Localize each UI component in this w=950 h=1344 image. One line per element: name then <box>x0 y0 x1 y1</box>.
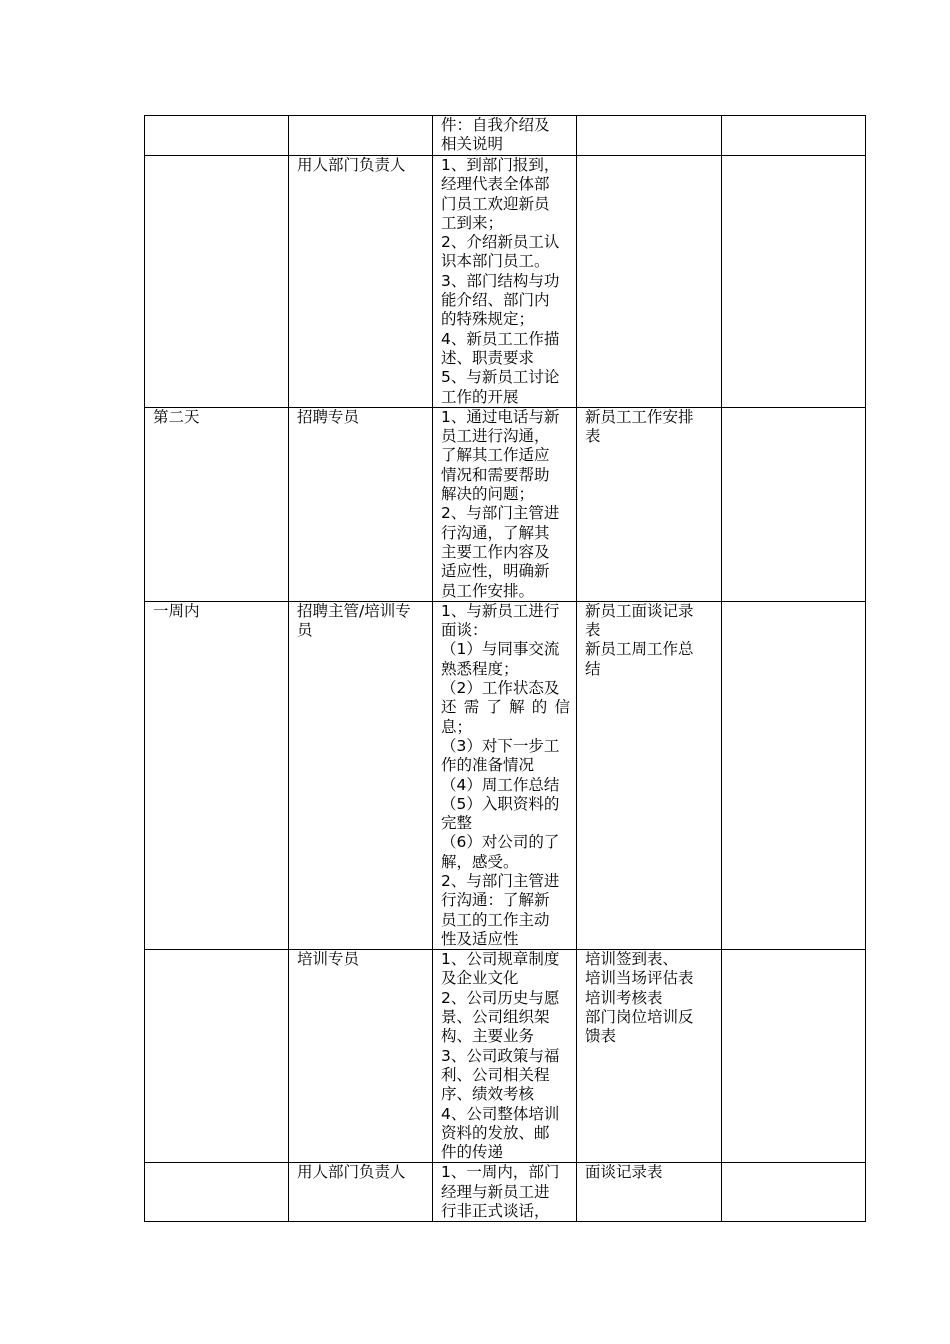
content-line: 经理与新员工进 <box>441 1182 550 1201</box>
content-line: 4、新员工工作描 <box>441 329 560 348</box>
forms-cell <box>577 407 722 601</box>
content-line: （4）周工作总结 <box>441 775 560 794</box>
content-line: 完整 <box>441 814 473 833</box>
note-cell <box>722 1163 866 1222</box>
form-name: 结 <box>585 659 601 678</box>
forms-cell <box>577 950 722 1163</box>
forms-cell <box>577 156 722 408</box>
form-name: 新员工面谈记录 <box>585 601 694 620</box>
content-line: 行沟通，了解其 <box>441 523 550 542</box>
content-line: 2、与部门主管进 <box>441 504 560 523</box>
period-cell: 第二天 <box>145 407 289 601</box>
content-line: 2、介绍新员工认 <box>441 233 560 252</box>
content-line: 了解其工作适应 <box>441 446 550 465</box>
form-name: 新员工工作安排 <box>585 407 694 426</box>
content-line: 经理代表全体部 <box>441 175 550 194</box>
period-cell <box>145 950 289 1163</box>
content-line: 1、公司规章制度 <box>441 950 560 969</box>
content-cell <box>433 601 577 949</box>
content-line: 解，感受。 <box>441 852 519 871</box>
forms-cell <box>577 601 722 949</box>
content-line: 及企业文化 <box>441 969 519 988</box>
form-name: 表 <box>585 621 601 640</box>
content-cell <box>433 156 577 408</box>
forms-cell <box>577 116 722 156</box>
content-line: 员工的工作主动 <box>441 910 550 929</box>
note-cell <box>722 156 866 408</box>
content-line: 情况和需要帮助 <box>441 465 550 484</box>
owner-cell: 招聘专员 <box>289 407 433 601</box>
period-cell <box>145 116 289 156</box>
table-row <box>145 1163 866 1222</box>
content-line: 件的传递 <box>441 1143 504 1162</box>
note-cell <box>722 116 866 156</box>
note-cell <box>722 950 866 1163</box>
content-cell <box>433 116 577 156</box>
note-cell <box>722 601 866 949</box>
content-line: （5）入职资料的 <box>441 794 560 813</box>
form-name: 培训签到表、 <box>585 950 679 969</box>
content-line: 工作的开展 <box>441 387 519 406</box>
form-name: 培训当场评估表 <box>585 969 694 988</box>
content-line: 面谈： <box>441 621 488 640</box>
period-cell <box>145 1163 289 1222</box>
content-cell <box>433 950 577 1163</box>
onboarding-schedule-table <box>144 115 866 1222</box>
content-line: 1、通过电话与新 <box>441 407 560 426</box>
content-line: 3、部门结构与功 <box>441 271 560 290</box>
owner-cell: 招聘主管/培训专员 <box>289 601 433 949</box>
form-name: 部门岗位培训反 <box>585 1008 694 1027</box>
owner-cell: 培训专员 <box>289 950 433 1163</box>
content-line: 构、主要业务 <box>441 1027 535 1046</box>
content-line: 行沟通：了解新 <box>441 891 550 910</box>
form-name: 培训考核表 <box>585 988 663 1007</box>
content-line: 工到来； <box>441 213 504 232</box>
content-line: 1、一周内，部门 <box>441 1163 560 1182</box>
content-line: 2、公司历史与愿 <box>441 988 560 1007</box>
table-row <box>145 156 866 408</box>
content-line: 适应性，明确新 <box>441 562 550 581</box>
owner-cell: 用人部门负责人 <box>289 1163 433 1222</box>
content-line: 能介绍、部门内 <box>441 291 550 310</box>
content-line: 3、公司政策与福 <box>441 1046 560 1065</box>
content-line: 员工作安排。 <box>441 581 535 600</box>
content-line: 1、到部门报到， <box>441 156 560 174</box>
table-row <box>145 601 866 949</box>
form-name: 新员工周工作总 <box>585 640 694 659</box>
content-line: 序、绩效考核 <box>441 1085 535 1104</box>
content-line: （3）对下一步工 <box>441 736 560 755</box>
period-cell <box>145 156 289 408</box>
content-line: 还需了解的信 <box>441 698 570 717</box>
content-line: 相关说明 <box>441 135 504 154</box>
content-cell <box>433 1163 577 1222</box>
form-name: 面谈记录表 <box>585 1163 663 1182</box>
content-line: 的特殊规定； <box>441 310 535 329</box>
content-cell <box>433 407 577 601</box>
content-line: 利、公司相关程 <box>441 1065 550 1084</box>
content-line: 解决的问题； <box>441 485 535 504</box>
forms-cell <box>577 1163 722 1222</box>
content-line: 2、与部门主管进 <box>441 871 560 890</box>
content-line: 资料的发放、邮 <box>441 1123 550 1142</box>
content-line: 4、公司整体培训 <box>441 1104 560 1123</box>
content-line: 1、与新员工进行 <box>441 601 560 620</box>
content-line: 5、与新员工讨论 <box>441 368 560 387</box>
form-name: 馈表 <box>585 1027 617 1046</box>
note-cell <box>722 407 866 601</box>
content-line: （1）与同事交流 <box>441 640 560 659</box>
content-line: 作的准备情况 <box>441 756 535 775</box>
content-line: 门员工欢迎新员 <box>441 194 550 213</box>
form-name: 表 <box>585 427 601 446</box>
content-line: （6）对公司的了 <box>441 833 560 852</box>
content-line: 员工进行沟通， <box>441 427 550 446</box>
content-line: 主要工作内容及 <box>441 542 550 561</box>
content-line: 景、公司组织架 <box>441 1008 550 1027</box>
content-line: 识本部门员工。 <box>441 252 550 271</box>
owner-cell: 用人部门负责人 <box>289 156 433 408</box>
period-cell: 一周内 <box>145 601 289 949</box>
table-row <box>145 950 866 1163</box>
content-line: 行非正式谈话， <box>441 1202 550 1221</box>
owner-cell <box>289 116 433 156</box>
content-line: （2）工作状态及 <box>441 679 560 698</box>
content-line: 熟悉程度； <box>441 659 519 678</box>
content-line: 述、职责要求 <box>441 348 535 367</box>
content-line: 息； <box>441 717 473 736</box>
table-row <box>145 116 866 156</box>
table-row <box>145 407 866 601</box>
content-line: 性及适应性 <box>441 929 519 948</box>
content-line: 件：自我介绍及 <box>441 116 550 134</box>
